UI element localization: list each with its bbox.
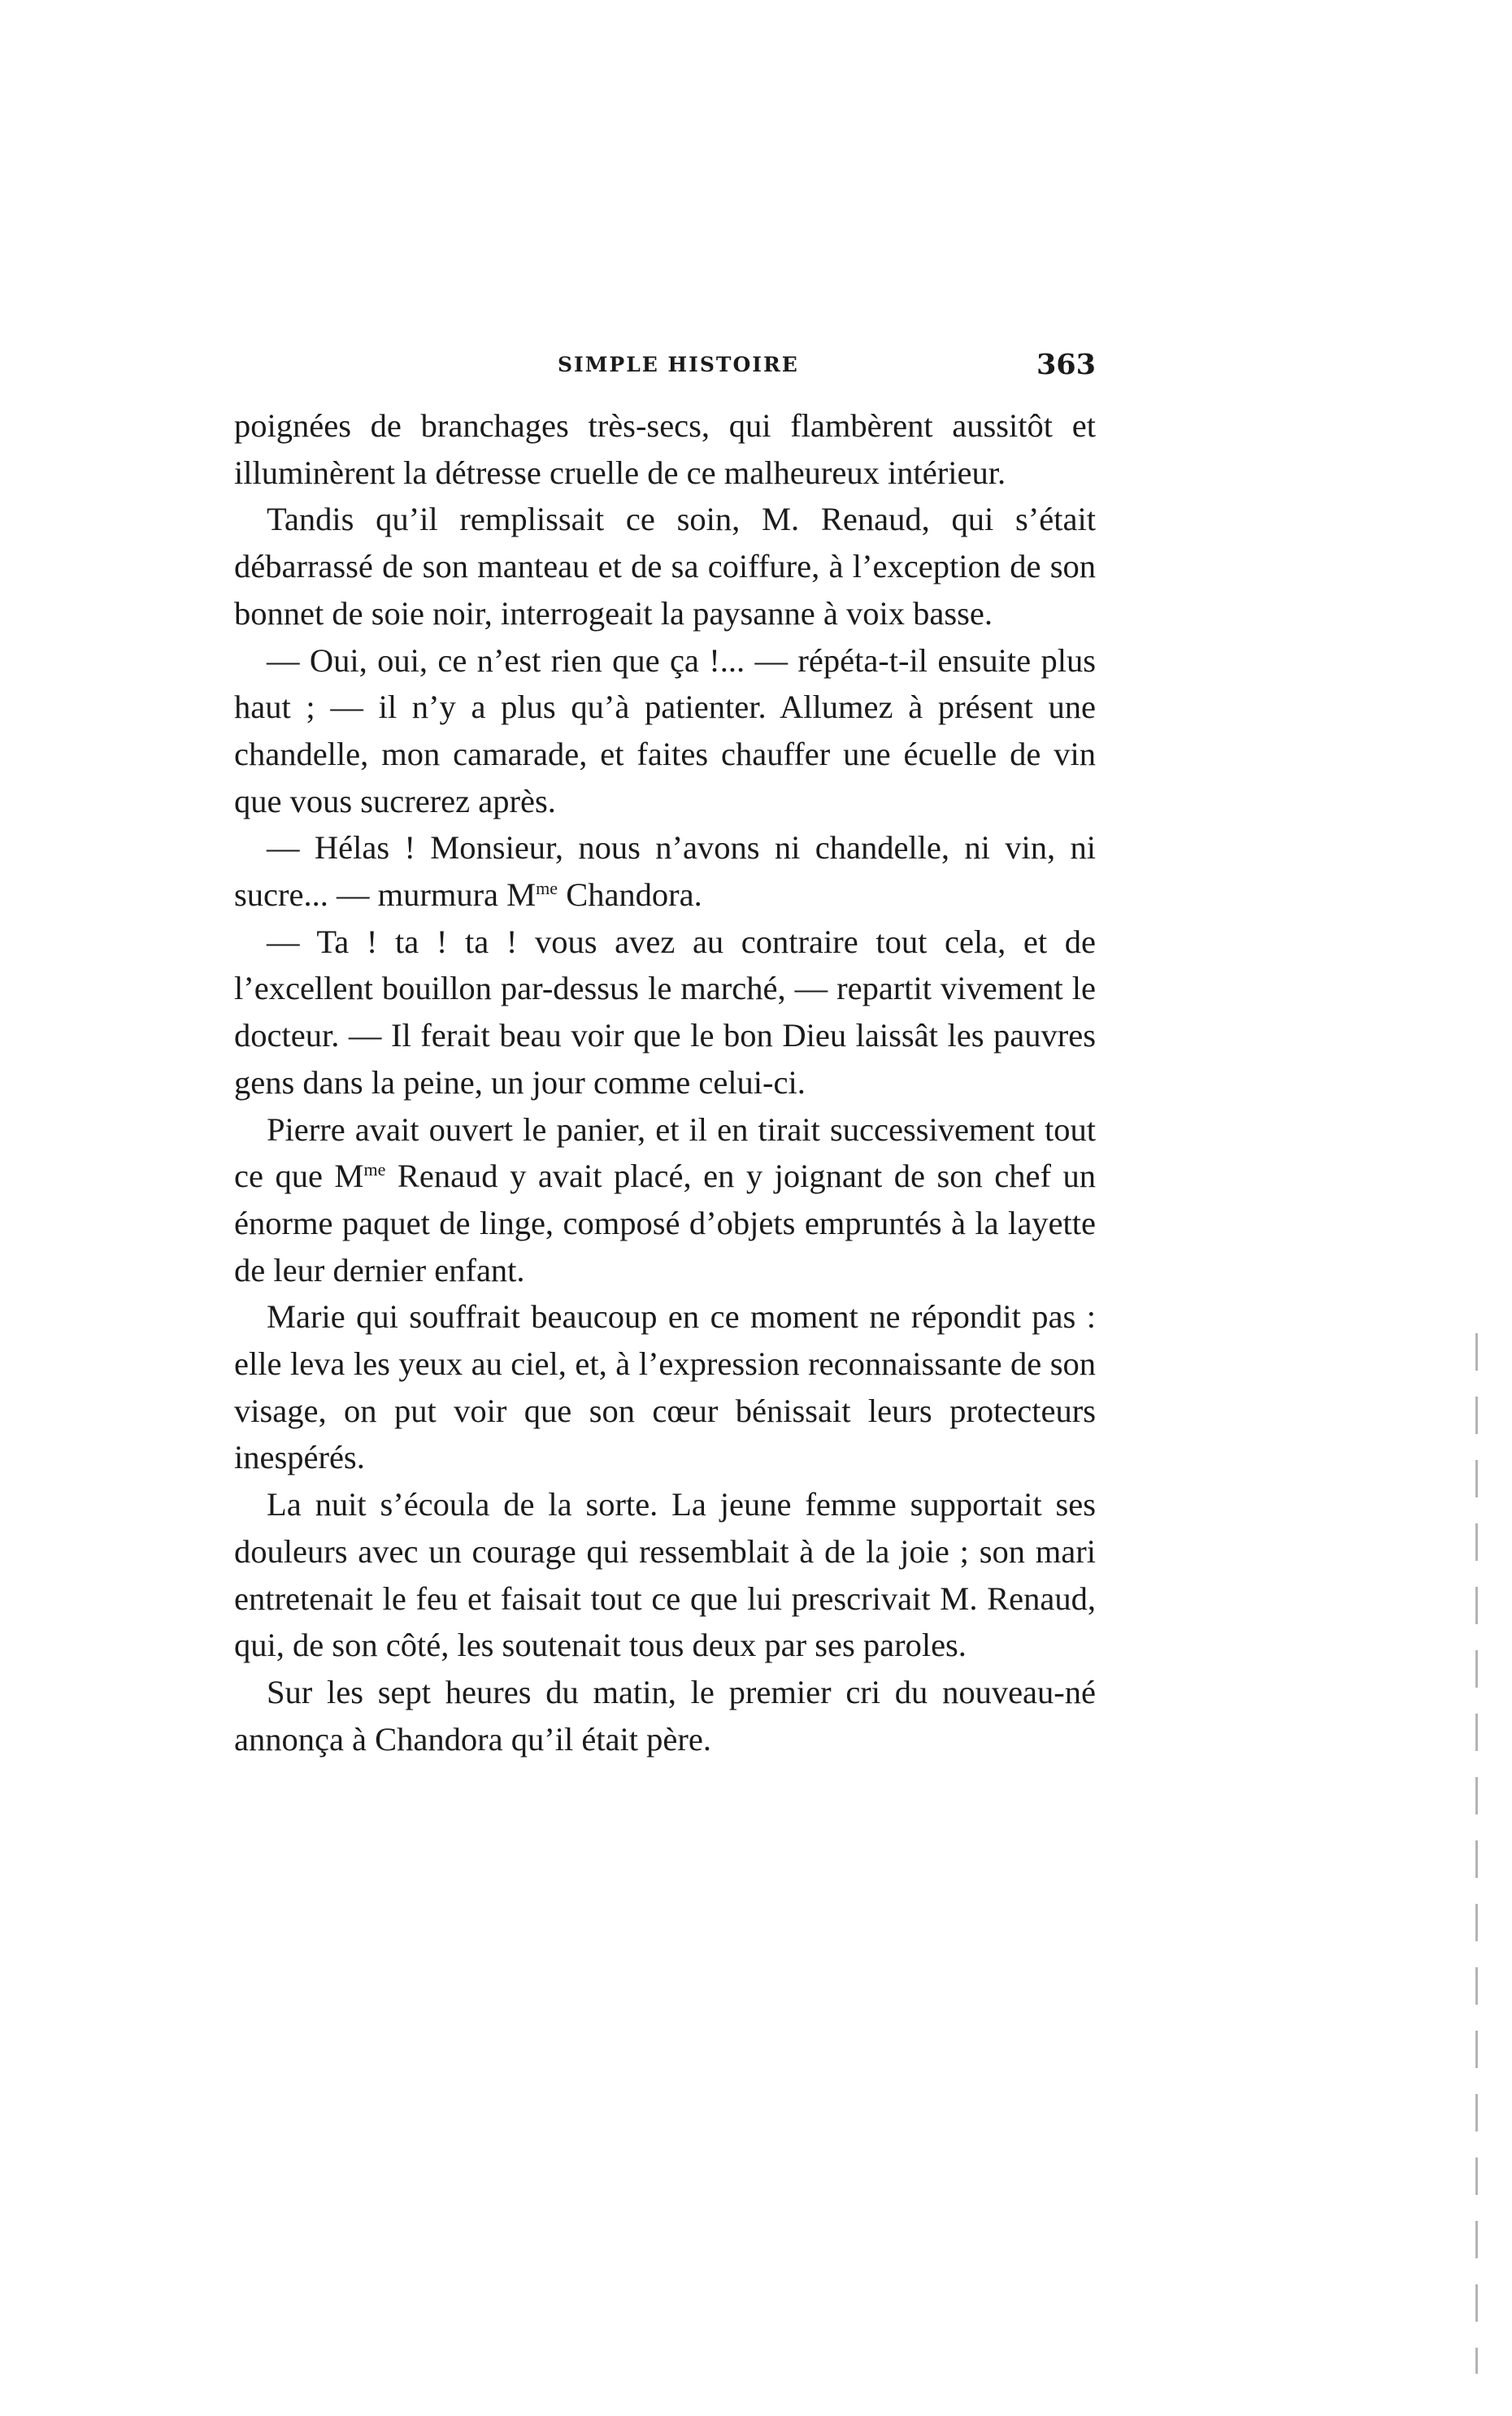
running-title: SIMPLE HISTOIRE xyxy=(558,353,799,376)
paragraph: Marie qui souffrait beaucoup en ce moment ne répondit pas : elle leva les yeux au ciel, et, à l’expression reconnaissante de son visage, on put voir que son cœur bénissait leurs protecteurs inespérés. xyxy=(234,1298,1096,1476)
superscript-abbreviation: me xyxy=(536,878,558,899)
page-number: 363 xyxy=(1036,348,1096,381)
paragraph: La nuit s’écoula de la sorte. La jeune femme supportait ses douleurs avec un courage qui ressemblait à de la joie ; son mari entretenait le feu et faisait tout ce que lui prescrivait M. Renaud, qui, de son côté, les soutenait tous deux par ses paroles. xyxy=(234,1486,1096,1664)
scan-margin-mark xyxy=(1475,1333,1478,2374)
superscript-abbreviation: me xyxy=(363,1159,386,1180)
paragraph-dialogue: — Ta ! ta ! ta ! vous avez au contraire tout cela, et de l’excellent bouillon par-dessus le marché, — repartit vivement le docteur. — Il ferait beau voir que le bon Dieu laissât les pauvres gens dans la peine, un jour comme celui-ci. xyxy=(234,923,1096,1101)
paragraph xyxy=(234,1106,1096,1294)
paragraph-continued: poignées de branchages très-secs, qui flambèrent aussitôt et illuminèrent la détresse cruelle de ce malheureux intérieur. xyxy=(234,407,1096,491)
body-text xyxy=(234,402,1096,1762)
paragraph: Sur les sept heures du matin, le premier cri du nouveau-né annonça à Chandora qu’il était père. xyxy=(234,1673,1096,1758)
paragraph-dialogue xyxy=(234,824,1096,918)
running-head xyxy=(234,348,1096,389)
paragraph-text: — Hélas ! Monsieur, nous n’avons ni chandelle, ni vin, ni sucre... — murmura M xyxy=(234,829,1096,914)
paragraph-text: Chandora. xyxy=(558,876,702,914)
paragraph-text: Pierre avait ouvert le panier, et il en tirait successivement tout ce que M xyxy=(234,1110,1096,1195)
paragraph-dialogue: — Oui, oui, ce n’est rien que ça !... — répéta-t-il ensuite plus haut ; — il n’y a plus qu’à patienter. Allumez à présent une chandelle, mon camarade, et faites chauffer une écuelle de vin que vous sucrerez après. xyxy=(234,641,1096,819)
paragraph: Tandis qu’il remplissait ce soin, M. Renaud, qui s’était débarrassé de son manteau et de sa coiffure, à l’exception de son bonnet de soie noir, interrogeait la paysanne à voix basse. xyxy=(234,501,1096,632)
paragraph-text: Renaud y avait placé, en y joignant de son chef un énorme paquet de linge, composé d’objets empruntés à la layette de leur dernier enfant. xyxy=(234,1158,1096,1288)
